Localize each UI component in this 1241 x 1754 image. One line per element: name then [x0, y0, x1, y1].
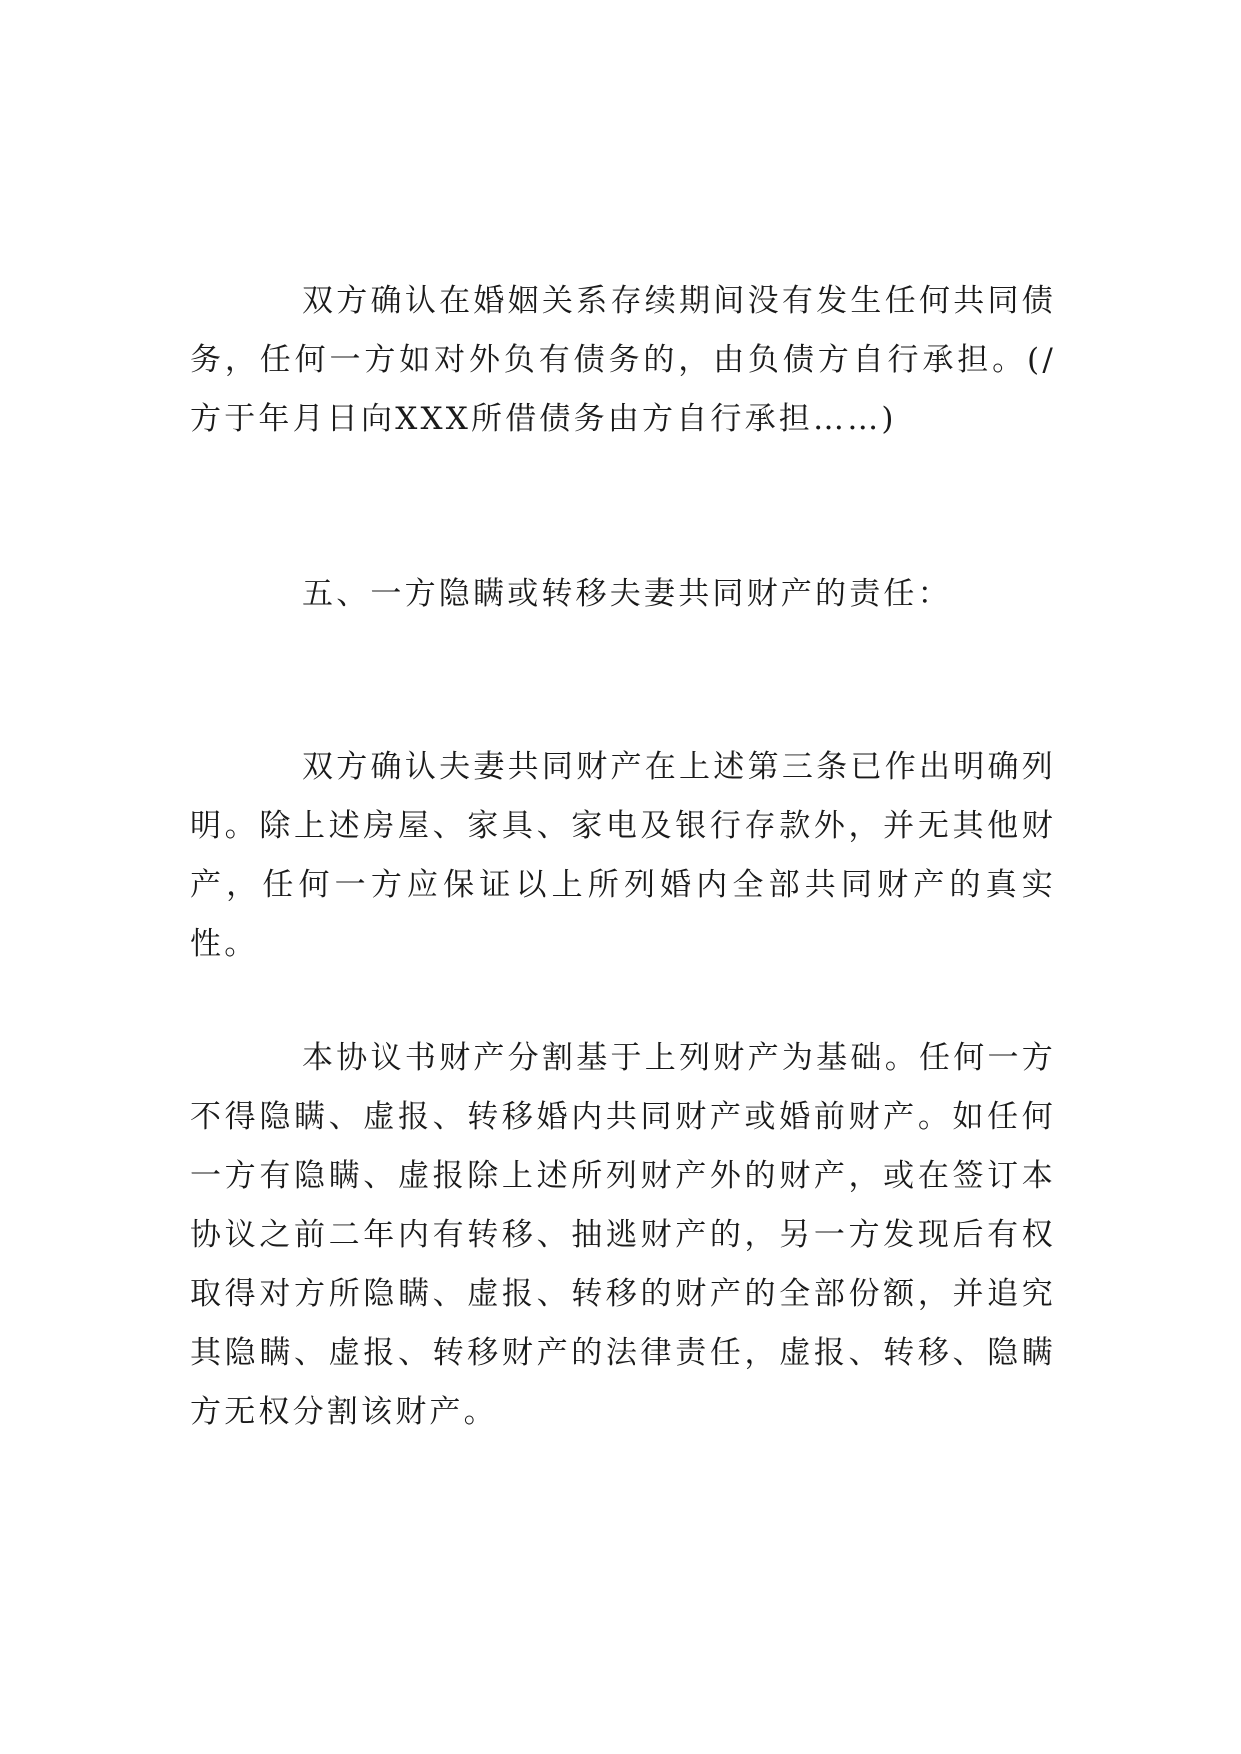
paragraph-debts: 双方确认在婚姻关系存续期间没有发生任何共同债务，任何一方如对外负有债务的，由负债方自行承担。(/方于年月日向XXX所借债务由方自行承担……) [190, 283, 1056, 437]
section-five-heading: 五、一方隐瞒或转移夫妻共同财产的责任： [302, 576, 952, 612]
paragraph-concealment: 本协议书财产分割基于上列财产为基础。任何一方不得隐瞒、虚报、转移婚内共同财产或婚前财产。如任何一方有隐瞒、虚报除上述所列财产外的财产，或在签订本协议之前二年内有转移、抽逃财产的，另一方发现后有权取得对方所隐瞒、虚报、转移的财产的全部份额，并追究其隐瞒、虚报、转移财产的法律责任，虚报、转移、隐瞒方无权分割该财产。 [190, 1040, 1056, 1430]
paragraph-property-listed: 双方确认夫妻共同财产在上述第三条已作出明确列明。除上述房屋、家具、家电及银行存款外，并无其他财产，任何一方应保证以上所列婚内全部共同财产的真实性。 [190, 749, 1056, 962]
